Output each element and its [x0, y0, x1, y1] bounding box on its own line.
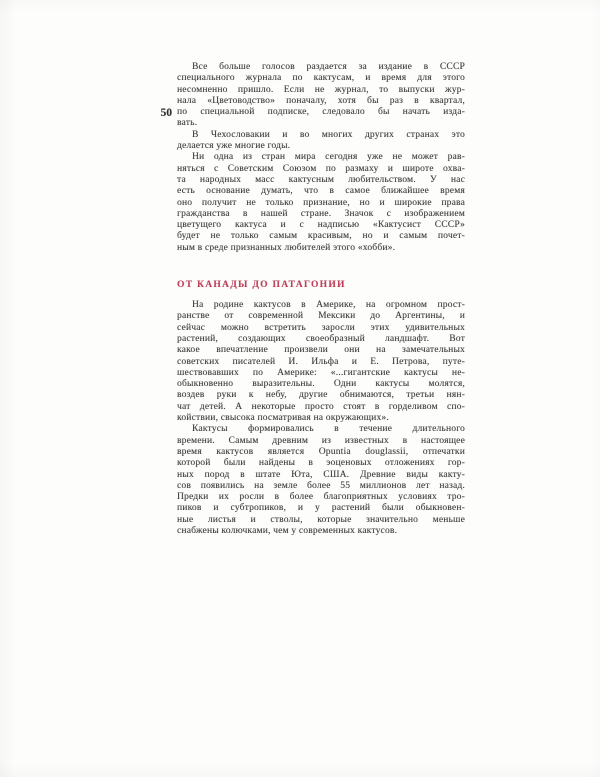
text-line: которой были найдены в эоценовых отложениях гор-: [177, 458, 465, 469]
text-line: В Чехословакии и во многих других странах это: [192, 129, 465, 140]
text-line: специального журнала по кактусам, и время для этого: [177, 73, 465, 84]
text-line: цветущего кактуса и с надписью «Кактусист СССР»: [177, 220, 465, 231]
text-line: койствии, свысока посматривая на окружающих».: [177, 413, 389, 424]
text-line: время кактусов является Opuntia douglassii, отпечатки: [177, 446, 465, 457]
text-line: нала «Цветоводство» поначалу, хотя бы раз в квартал,: [177, 95, 465, 106]
text-line: по специальной подписке, следовало бы начать изда-: [177, 107, 465, 118]
paragraph-cactus-evolution: [177, 424, 465, 537]
paragraph-cactus-homeland-america: [177, 300, 465, 424]
text-line: есть основание думать, что в самое ближайшее время: [177, 186, 465, 197]
text-line: делается уже многие годы.: [177, 141, 291, 152]
text-line: советских писателей И. Ильфа и Е. Петрова, путе-: [177, 356, 465, 367]
text-line: На родине кактусов в Америке, на огромном прост-: [192, 300, 465, 311]
text-line: сов появились на земле более 55 миллионов лет назад.: [177, 480, 465, 491]
paragraph-czechoslovakia: [177, 130, 465, 153]
text-line: будет не только самым красивым, но и самым почет-: [177, 231, 465, 242]
text-line: ные листья и стволы, которые значительно меньше: [177, 514, 465, 525]
text-line: ным в среде признанных любителей этого «хобби».: [177, 242, 396, 253]
text-line: какое впечатление произвели они на замечательных: [177, 345, 465, 356]
text-line: пиков и субтропиков, и у растений были обыкновен-: [177, 503, 465, 514]
paragraph-journal-proposal: [177, 62, 465, 130]
text-line: чат детей. А некоторые просто стоят в горделивом спо-: [177, 401, 465, 412]
text-line: воздев руки к небу, другие обнимаются, третьи нян-: [177, 390, 465, 401]
text-line: Ни одна из стран мира сегодня уже не может рав-: [192, 152, 465, 163]
text-line: шествовавших по Америке: «...гигантские кактусы не-: [177, 367, 465, 378]
text-line: вать.: [177, 118, 198, 129]
text-line: оно получит не только признание, но и широкие права: [177, 197, 465, 208]
text-line: Кактусы формировались в течение длительного: [192, 424, 465, 435]
text-line: обыкновенно выразительны. Одни кактусы молятся,: [177, 379, 465, 390]
text-line: ных пород в штате Юта, США. Древние виды какту-: [177, 469, 465, 480]
page-number: 50: [160, 107, 172, 119]
text-column: [177, 62, 465, 537]
text-line: ранстве от современной Мексики до Аргентины, и: [177, 311, 465, 322]
text-line: времени. Самым древним из известных в настоящее: [177, 435, 465, 446]
text-line: Предки их росли в более благоприятных условиях тро-: [177, 492, 465, 503]
paragraph-soviet-union-cactus-hobby: [177, 152, 465, 254]
text-line: та народных масс кактусным любительством. У нас: [177, 174, 465, 185]
text-line: няться с Советским Союзом по размаху и широте охва-: [177, 163, 465, 174]
text-line: Все больше голосов раздается за издание в СССР: [192, 62, 465, 72]
text-line: сейчас можно встретить заросли этих удивительных: [177, 322, 465, 333]
text-line: снабжены колючками, чем у современных кактусов.: [177, 525, 398, 536]
section-heading: ОТ КАНАДЫ ДО ПАТАГОНИИ: [177, 280, 346, 291]
text-line: несомненно пришло. Если не журнал, то выпуски жур-: [177, 84, 465, 95]
text-line: растений, создающих своеобразный ландшафт. Вот: [177, 333, 465, 344]
text-line: гражданства в нашей стране. Значок с изображением: [177, 208, 465, 219]
